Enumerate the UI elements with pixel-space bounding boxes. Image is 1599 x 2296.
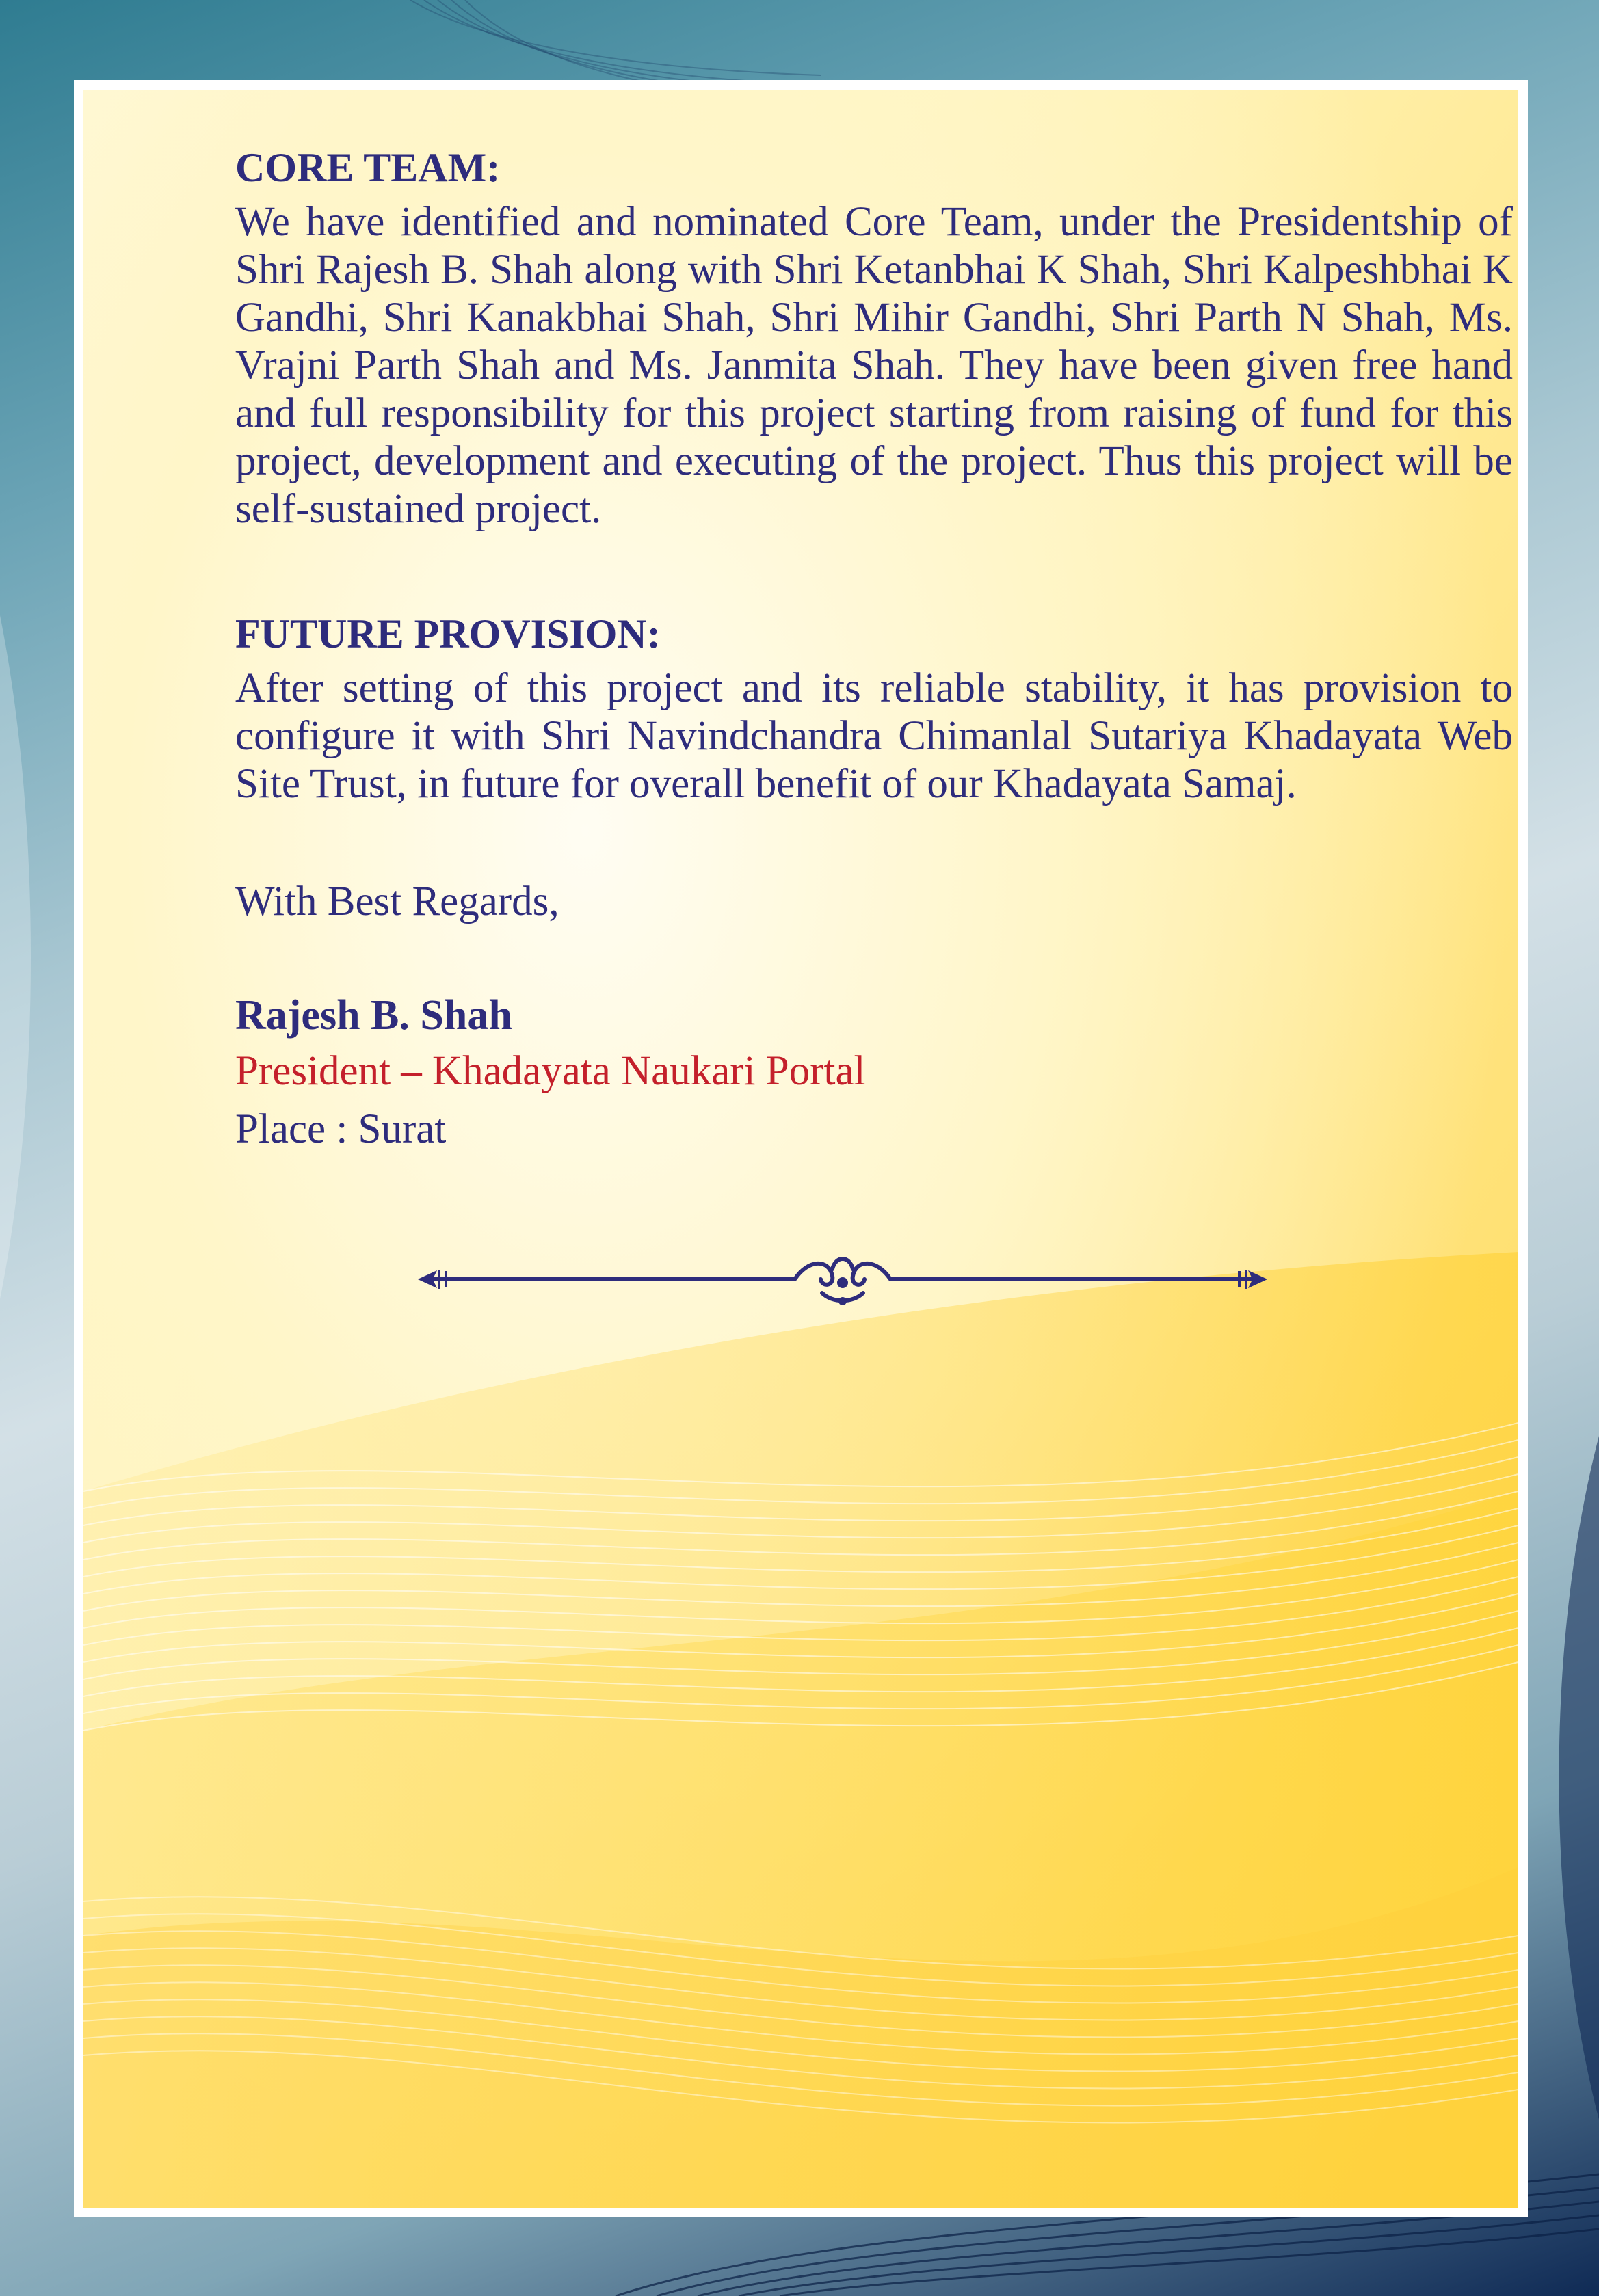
- ornamental-flourish-divider-icon: [412, 1245, 1273, 1313]
- letter-content: [235, 142, 1513, 1157]
- letter-page: [83, 90, 1518, 2208]
- future-provision-paragraph: After setting of this project and its reliable stability, it has provision to configure it with Shri Navindchandra Chimanlal Sutariya Khadayata Web Site Trust, in future for overall benefit of our Khadayata Samaj.: [235, 665, 1513, 807]
- signatory-name: Rajesh B. Shah: [235, 992, 512, 1039]
- signatory-place: Place : Surat: [235, 1106, 447, 1152]
- core-team-paragraph: We have identified and nominated Core Team, under the Presidentship of Shri Rajesh B. Shah along with Shri Ketanbhai K Shah, Shri Kalpeshbhai K Gandhi, Shri Kanakbhai Shah, Shri Mihir Gandhi, Shri Parth N Shah, Ms. Vrajni Parth Shah and Ms. Janmita Shah. They have been given free hand and full responsibility for this project starting from raising of fund for this project, development and executing of the project. Thus this project will be self-sustained project.: [235, 199, 1513, 532]
- signatory-title: President – Khadayata Naukari Portal: [235, 1048, 866, 1094]
- core-team-heading: CORE TEAM:: [235, 145, 501, 190]
- closing-regards: With Best Regards,: [235, 879, 559, 924]
- future-provision-heading: FUTURE PROVISION:: [235, 611, 661, 656]
- letter-frame: [74, 80, 1528, 2217]
